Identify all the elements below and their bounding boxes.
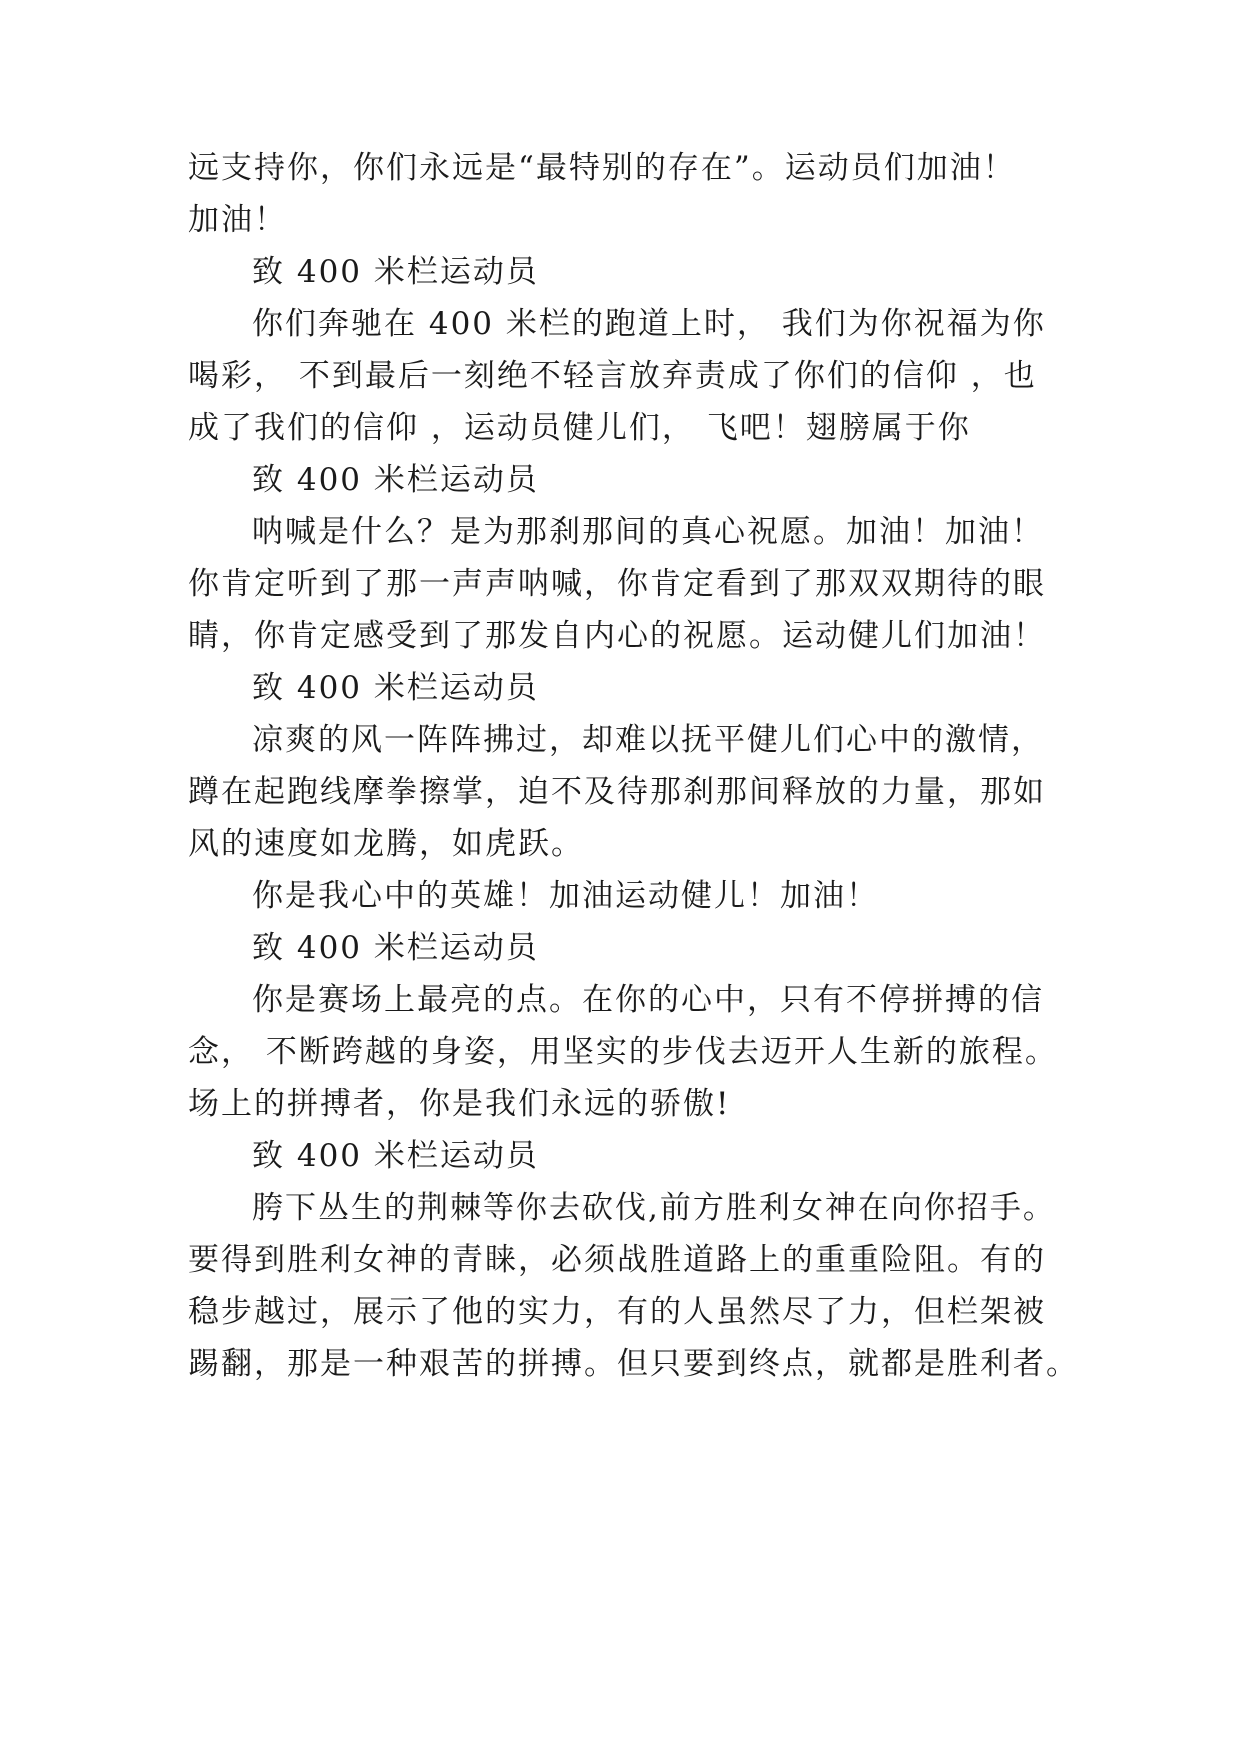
text-line: 你肯定听到了那一声声呐喊，你肯定看到了那双双期待的眼	[188, 566, 1046, 602]
text-line: 呐喊是什么？是为那刹那间的真心祝愿。加油！加油！	[252, 514, 1044, 550]
text-line: 远支持你，你们永远是“最特别的存在”。运动员们加油！	[188, 150, 1016, 186]
section-heading: 致 400 米栏运动员	[252, 930, 539, 966]
text-line: 要得到胜利女神的青睐，必须战胜道路上的重重险阻。有的	[188, 1242, 1046, 1278]
text-line: 凉爽的风一阵阵拂过，却难以抚平健儿们心中的激情，	[252, 722, 1044, 758]
text-line: 成了我们的信仰 ，运动员健儿们， 飞吧！翅膀属于你	[188, 410, 971, 446]
text-line: 你是赛场上最亮的点。在你的心中，只有不停拼搏的信	[252, 982, 1044, 1018]
text-line: 场上的拼搏者，你是我们永远的骄傲!	[188, 1086, 731, 1122]
text-line: 加油！	[188, 202, 287, 238]
text-line: 睛，你肯定感受到了那发自内心的祝愿。运动健儿们加油！	[188, 618, 1046, 654]
section-heading: 致 400 米栏运动员	[252, 254, 539, 290]
text-line: 喝彩， 不到最后一刻绝不轻言放弃责成了你们的信仰 ，也	[188, 358, 1037, 394]
text-line: 你们奔驰在 400 米栏的跑道上时， 我们为你祝福为你	[252, 306, 1046, 342]
text-line: 你是我心中的英雄！加油运动健儿！加油！	[252, 878, 879, 914]
text-line: 蹲在起跑线摩拳擦掌，迫不及待那刹那间释放的力量，那如	[188, 774, 1046, 810]
text-line: 踢翻，那是一种艰苦的拼搏。但只要到终点，就都是胜利者。	[188, 1346, 1079, 1382]
text-line: 念， 不断跨越的身姿，用坚实的步伐去迈开人生新的旅程。	[188, 1034, 1058, 1070]
text-line: 风的速度如龙腾，如虎跃。	[188, 826, 584, 862]
section-heading: 致 400 米栏运动员	[252, 1138, 539, 1174]
section-heading: 致 400 米栏运动员	[252, 462, 539, 498]
text-line: 稳步越过，展示了他的实力，有的人虽然尽了力，但栏架被	[188, 1294, 1046, 1330]
text-line: 胯下丛生的荆棘等你去砍伐,前方胜利女神在向你招手。	[252, 1190, 1056, 1226]
section-heading: 致 400 米栏运动员	[252, 670, 539, 706]
